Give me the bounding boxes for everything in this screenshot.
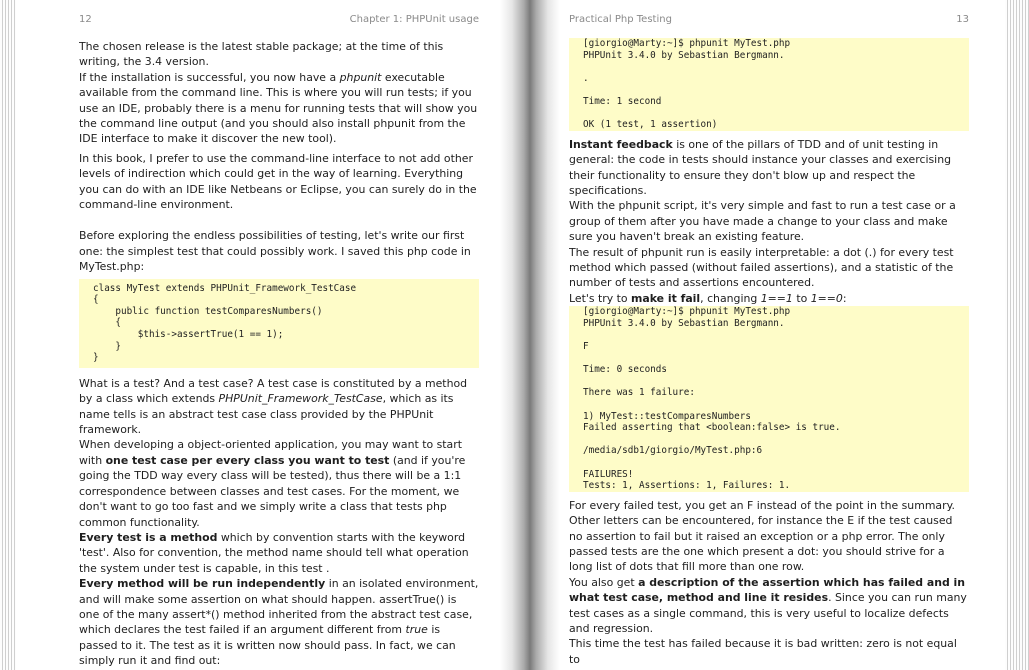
paragraph: The result of phpunit run is easily interpretable: a dot (.) for every test method which passed (without failed assertions), and a statistic of the number of tests and assertions encountered. [569, 245, 954, 290]
right-running-header [569, 14, 969, 28]
paragraph: This time the test has failed because it is bad written: zero is not equal to [569, 637, 957, 666]
book-gutter [500, 0, 560, 670]
paragraph: In this book, I prefer to use the command-line interface to not add other levels of indirection which could get in the way of learning. Everything you can do with an IDE like Netbeans or Eclipse, you can surely do in the command-line environment. [79, 151, 477, 212]
paragraph: When developing a object-oriented application, you may want to start with one test case per every class you want to test (and if you're going the TDD way every class will be tested), thus there will be a 1:1 correspondence between classes and test cases. For the moment, we don't want to go too fast and we simply write a class that tests php common functionality. [79, 438, 466, 529]
paragraph: If the installation is successful, you now have a phpunit executable available from the command line. This is where you will run tests; if you use an IDE, probably there is a menu for running tests that will show you the command line output (and you should also install phpunit from the IDE interface to make it discover the new tool). [79, 70, 478, 146]
code-block: class MyTest extends PHPUnit_Framework_TestCase { public function testComparesNumbers() { $this->assertTrue(1 == 1); } } [79, 279, 479, 368]
paragraph: Before exploring the endless possibilities of testing, let's write our first one: the simplest test that could possibly work. I saved this php code in MyTest.php: [79, 229, 471, 274]
paragraph: What is a test? And a test case? A test case is constituted by a method by a class which extends PHPUnit_Framework_TestCase, which as its name tells is an abstract test case class provided by the PHPUnit framework. [79, 376, 468, 437]
right-page [569, 0, 969, 670]
left-running-head: Chapter 1: PHPUnit usage [349, 14, 479, 25]
right-page-number: 13 [956, 14, 969, 25]
paragraph: Every method will be run independently in an isolated environment, and will make some assertion on what should happen. assertTrue() is one of the many assert*() method inherited from the abstract test case, which declares the test failed if an argument different from true is passed to it. The test as it is written now should pass. In fact, we can simply run it and find out: [79, 577, 479, 668]
paragraph: Instant feedback is one of the pillars of TDD and of unit testing in general: the code in tests should instance your classes and exercising their functionality to ensure they don't blow up and respect the specifications. [569, 137, 952, 197]
paragraph: Every test is a method which by convention starts with the keyword 'test'. Also for convention, the method name should tell what operation the system under test is capable, in this test . [79, 530, 469, 575]
left-page-content [79, 39, 479, 669]
terminal-output-block: [giorgio@Marty:~]$ phpunit MyTest.php PHPUnit 3.4.0 by Sebastian Bergmann. . Time: 1 second OK (1 test, 1 assertion) [569, 38, 969, 131]
paragraph: The chosen release is the latest stable package; at the time of this writing, the 3.4 version. [79, 40, 444, 69]
terminal-output-block: [giorgio@Marty:~]$ phpunit MyTest.php PHPUnit 3.4.0 by Sebastian Bergmann. F Time: 0 seconds There was 1 failure: 1) MyTest::testComparesNumbers Failed asserting that <boolean:false> is true. /media/sdb1/giorgio/MyTest.php:6 FAILURES! Tests: 1, Assertions: 1, Failures: 1. [569, 306, 969, 492]
right-page-content [569, 39, 969, 667]
paragraph: For every failed test, you get an F instead of the point in the summary. Other letters can be encountered, for instance the E if the test caused no assertion to fail but it raised an exception or a php error. The only passed tests are the one which present a dot: you should strive for a long list of dots that fill more than one row. [569, 498, 955, 574]
left-page-edges [0, 0, 16, 670]
paragraph: Let's try to make it fail, changing 1==1 to 1==0: [569, 291, 847, 305]
left-running-header [79, 14, 479, 28]
right-running-head: Practical Php Testing [569, 14, 672, 25]
right-page-edges [1005, 0, 1029, 670]
left-page-number: 12 [79, 14, 92, 25]
left-page [79, 0, 479, 670]
paragraph: With the phpunit script, it's very simple and fast to run a test case or a group of them after you have made a change to your class and make sure you haven't break an existing feature. [569, 199, 956, 244]
paragraph: You also get a description of the assertion which has failed and in what test case, method and line it resides. Since you can run many test cases as a single command, this is very useful to localize defects and regression. [569, 575, 967, 635]
